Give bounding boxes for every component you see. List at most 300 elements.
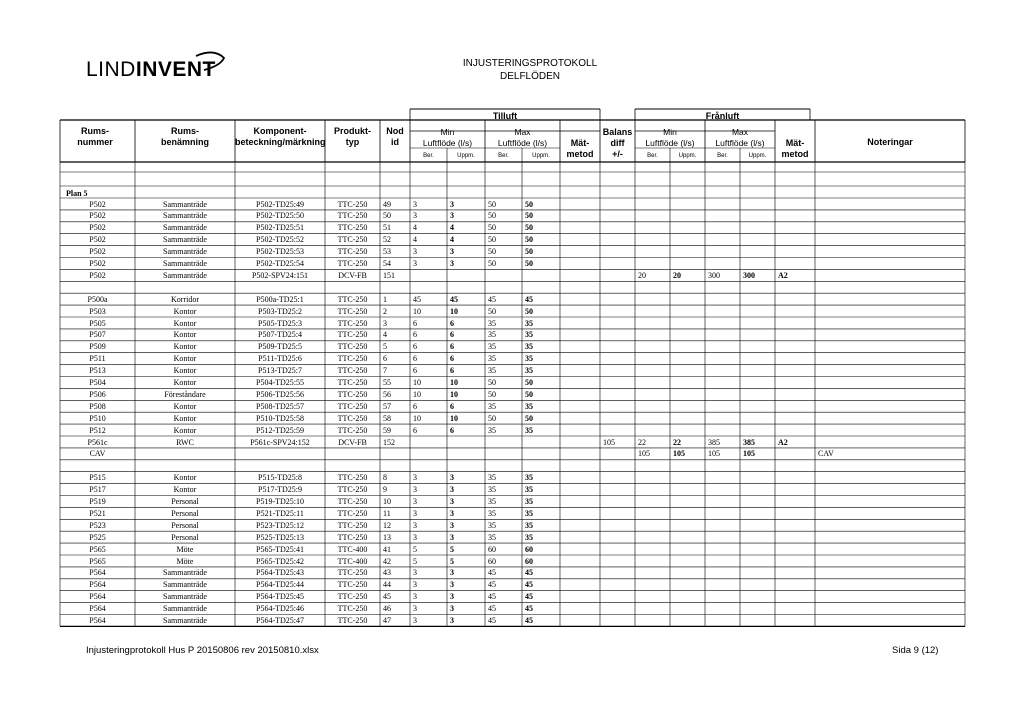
component-cell: P512-TD25:59 <box>256 425 304 435</box>
supply-max-calc-cell: 50 <box>488 223 496 233</box>
supply-max-measured-cell: 50 <box>525 259 533 268</box>
exhaust-max-calc-cell: 105 <box>708 449 720 459</box>
room-number-cell: P565 <box>89 544 106 554</box>
header-ber: Ber. <box>498 153 509 159</box>
room-name-cell: Korridor <box>171 294 199 304</box>
room-number-cell: P515 <box>89 473 106 483</box>
node-id-cell: 44 <box>383 580 391 590</box>
exhaust-method-cell: A2 <box>778 437 788 447</box>
exhaust-min-measured-cell: 20 <box>673 270 681 280</box>
supply-max-calc-cell: 35 <box>488 425 496 435</box>
header-franluft-min-luftflode: Luftflöde (l/s) <box>645 138 695 148</box>
supply-min-calc-cell: 3 <box>413 259 417 268</box>
node-id-cell: 10 <box>383 497 391 506</box>
header-franluft-matmetod: Mät- metod <box>781 138 809 159</box>
supply-min-measured-cell: 3 <box>450 508 454 518</box>
component-cell: P505-TD25:3 <box>258 318 302 328</box>
supply-max-measured-cell: 45 <box>525 568 533 578</box>
logo-part1: LIND <box>86 58 136 81</box>
supply-min-measured-cell: 3 <box>450 259 454 268</box>
exhaust-max-measured-cell: 300 <box>743 270 755 280</box>
room-name-cell: Kontor <box>173 366 197 376</box>
node-id-cell: 57 <box>383 401 391 411</box>
product-type-cell: DCV-FB <box>338 270 367 280</box>
component-cell: P561c-SPV24:152 <box>250 437 310 447</box>
supply-max-measured-cell: 50 <box>525 378 533 387</box>
product-type-cell: TTC-250 <box>337 604 368 614</box>
component-cell: P511-TD25:6 <box>258 354 302 364</box>
product-type-cell: TTC-250 <box>337 580 368 590</box>
supply-max-measured-cell: 50 <box>525 235 533 245</box>
component-cell: P502-TD25:50 <box>256 211 304 221</box>
supply-min-calc-cell: 6 <box>413 342 417 352</box>
title-line2: DELFLÖDEN <box>499 71 560 82</box>
supply-min-measured-cell: 3 <box>450 568 454 578</box>
exhaust-max-calc-cell: 300 <box>708 270 720 280</box>
component-cell: P509-TD25:5 <box>258 342 302 352</box>
supply-min-calc-cell: 3 <box>413 520 417 530</box>
supply-min-calc-cell: 10 <box>413 389 421 399</box>
supply-max-calc-cell: 60 <box>488 544 496 554</box>
supply-min-measured-cell: 3 <box>450 497 454 506</box>
supply-max-calc-cell: 35 <box>488 532 496 542</box>
supply-max-measured-cell: 60 <box>525 544 533 554</box>
node-id-cell: 1 <box>383 294 387 304</box>
component-cell: P502-TD25:49 <box>256 199 304 209</box>
supply-min-measured-cell: 45 <box>450 294 458 304</box>
room-number-cell: P502 <box>89 270 106 280</box>
room-name-cell: Kontor <box>173 354 197 364</box>
header-tilluft-min-luftflode: Luftflöde (l/s) <box>422 138 473 148</box>
supply-min-measured-cell: 6 <box>450 342 454 352</box>
room-name-cell: Möte <box>176 556 194 566</box>
component-cell: P521-TD25:11 <box>256 508 304 518</box>
room-name-cell: Kontor <box>173 318 197 328</box>
node-id-cell: 59 <box>383 425 391 435</box>
node-id-cell: 53 <box>383 247 391 257</box>
header-tilluft-max: Max <box>514 127 531 137</box>
supply-max-calc-cell: 45 <box>488 580 496 590</box>
supply-min-calc-cell: 3 <box>413 532 417 542</box>
component-cell: P525-TD25:13 <box>256 532 304 542</box>
room-name-cell: Sammanträde <box>163 604 207 614</box>
supply-min-measured-cell: 3 <box>450 592 454 602</box>
supply-max-measured-cell: 35 <box>525 508 533 518</box>
supply-max-measured-cell: 35 <box>525 366 533 376</box>
supply-min-measured-cell: 3 <box>450 199 454 209</box>
room-number-cell: P502 <box>89 235 106 245</box>
node-id-cell: 51 <box>383 223 391 233</box>
room-name-cell: Sammanträde <box>163 223 207 233</box>
node-id-cell: 43 <box>383 568 391 578</box>
node-id-cell: 3 <box>383 318 387 328</box>
supply-min-calc-cell: 10 <box>413 306 421 316</box>
supply-min-calc-cell: 6 <box>413 318 417 328</box>
room-number-cell: P564 <box>89 592 106 602</box>
supply-min-calc-cell: 3 <box>413 568 417 578</box>
supply-max-calc-cell: 60 <box>488 556 496 566</box>
product-type-cell: TTC-250 <box>337 366 368 376</box>
room-number-cell: P502 <box>89 199 106 209</box>
component-cell: P565-TD25:41 <box>256 544 304 554</box>
node-id-cell: 46 <box>383 604 391 614</box>
supply-max-calc-cell: 50 <box>488 389 496 399</box>
supply-min-calc-cell: 4 <box>413 223 417 233</box>
supply-min-measured-cell: 3 <box>450 473 454 483</box>
header-uppm: Uppm. <box>748 153 767 159</box>
node-id-cell: 2 <box>383 306 387 316</box>
product-type-cell: TTC-250 <box>337 401 368 411</box>
product-type-cell: TTC-250 <box>337 425 368 435</box>
component-cell: P564-TD25:47 <box>256 616 304 625</box>
supply-max-measured-cell: 35 <box>525 425 533 435</box>
node-id-cell: 11 <box>383 508 391 518</box>
supply-min-measured-cell: 6 <box>450 318 454 328</box>
product-type-cell: DCV-FB <box>338 437 367 447</box>
room-name-cell: Kontor <box>173 342 197 352</box>
supply-min-measured-cell: 3 <box>450 616 454 625</box>
product-type-cell: TTC-250 <box>337 520 368 530</box>
supply-min-measured-cell: 3 <box>450 247 454 257</box>
room-number-cell: P564 <box>89 604 106 614</box>
node-id-cell: 6 <box>383 354 387 364</box>
room-number-cell: CAV <box>89 449 106 459</box>
header-tilluft-matmetod: Mät- metod <box>566 138 594 159</box>
header-uppm: Uppm. <box>532 153 550 159</box>
room-name-cell: Sammanträde <box>163 259 207 268</box>
supply-min-calc-cell: 3 <box>413 592 417 602</box>
product-type-cell: TTC-250 <box>337 616 368 625</box>
node-id-cell: 45 <box>383 592 391 602</box>
product-type-cell: TTC-250 <box>337 497 368 506</box>
supply-max-calc-cell: 35 <box>488 366 496 376</box>
supply-max-calc-cell: 35 <box>488 520 496 530</box>
component-cell: P504-TD25:55 <box>256 378 304 387</box>
component-cell: P500a-TD25:1 <box>256 294 304 304</box>
room-number-cell: P564 <box>89 580 106 590</box>
plan-label: Plan 5 <box>66 189 88 198</box>
header-franluft-max-luftflode: Luftflöde (l/s) <box>715 138 765 148</box>
supply-min-calc-cell: 10 <box>413 413 421 423</box>
supply-min-measured-cell: 3 <box>450 532 454 542</box>
supply-max-calc-cell: 35 <box>488 342 496 352</box>
room-number-cell: P513 <box>89 366 106 376</box>
product-type-cell: TTC-250 <box>337 223 368 233</box>
component-cell: P565-TD25:42 <box>256 556 304 566</box>
room-number-cell: P506 <box>89 389 106 399</box>
room-name-cell: Personal <box>171 532 199 542</box>
product-type-cell: TTC-250 <box>337 485 368 495</box>
component-cell: P510-TD25:58 <box>256 413 304 423</box>
supply-max-measured-cell: 50 <box>525 413 533 423</box>
supply-max-calc-cell: 35 <box>488 354 496 364</box>
room-name-cell: Sammanträde <box>163 235 207 245</box>
supply-min-measured-cell: 4 <box>450 223 454 233</box>
room-name-cell: RWC <box>176 437 194 447</box>
supply-min-calc-cell: 3 <box>413 497 417 506</box>
node-id-cell: 152 <box>383 437 395 447</box>
supply-max-calc-cell: 45 <box>488 294 496 304</box>
supply-max-measured-cell: 35 <box>525 354 533 364</box>
component-cell: P564-TD25:46 <box>256 604 304 614</box>
supply-max-calc-cell: 35 <box>488 473 496 483</box>
supply-min-calc-cell: 3 <box>413 485 417 495</box>
supply-max-measured-cell: 50 <box>525 247 533 257</box>
component-cell: P564-TD25:43 <box>256 568 304 578</box>
room-number-cell: P509 <box>89 342 106 352</box>
node-id-cell: 50 <box>383 211 391 221</box>
node-id-cell: 151 <box>383 270 395 280</box>
room-name-cell: Kontor <box>173 425 197 435</box>
supply-max-measured-cell: 45 <box>525 604 533 614</box>
room-number-cell: P564 <box>89 568 106 578</box>
exhaust-min-calc-cell: 22 <box>638 437 646 447</box>
room-name-cell: Personal <box>171 508 199 518</box>
product-type-cell: TTC-250 <box>337 306 368 316</box>
component-cell: P508-TD25:57 <box>256 401 304 411</box>
product-type-cell: TTC-250 <box>337 294 368 304</box>
supply-max-calc-cell: 35 <box>488 497 496 506</box>
supply-max-calc-cell: 45 <box>488 568 496 578</box>
exhaust-min-calc-cell: 20 <box>638 270 646 280</box>
supply-min-measured-cell: 10 <box>450 378 458 387</box>
logo-part2: INVENT <box>135 58 216 81</box>
supply-min-measured-cell: 6 <box>450 330 454 340</box>
supply-min-measured-cell: 5 <box>450 556 454 566</box>
room-number-cell: P502 <box>89 247 106 257</box>
supply-max-measured-cell: 35 <box>525 532 533 542</box>
room-number-cell: P510 <box>89 413 106 423</box>
room-name-cell: Kontor <box>173 401 197 411</box>
supply-max-measured-cell: 50 <box>525 306 533 316</box>
supply-max-measured-cell: 60 <box>525 556 533 566</box>
component-cell: P506-TD25:56 <box>256 389 304 399</box>
room-name-cell: Kontor <box>173 485 197 495</box>
exhaust-min-calc-cell: 105 <box>638 449 650 459</box>
header-uppm: Uppm. <box>678 153 697 159</box>
supply-min-calc-cell: 3 <box>413 473 417 483</box>
supply-min-measured-cell: 6 <box>450 366 454 376</box>
balance-diff-cell: 105 <box>603 437 615 447</box>
component-cell: P564-TD25:44 <box>256 580 304 590</box>
product-type-cell: TTC-250 <box>337 342 368 352</box>
supply-min-measured-cell: 3 <box>450 580 454 590</box>
room-number-cell: P503 <box>89 306 106 316</box>
room-number-cell: P521 <box>89 508 106 518</box>
node-id-cell: 47 <box>383 616 391 625</box>
supply-max-calc-cell: 50 <box>488 378 496 387</box>
supply-min-measured-cell: 6 <box>450 425 454 435</box>
header-noteringar: Noteringar <box>867 137 913 147</box>
room-name-cell: Sammanträde <box>163 211 207 221</box>
supply-min-calc-cell: 3 <box>413 508 417 518</box>
node-id-cell: 55 <box>383 378 391 387</box>
room-name-cell: Kontor <box>173 473 197 483</box>
node-id-cell: 4 <box>383 330 387 340</box>
supply-max-calc-cell: 50 <box>488 306 496 316</box>
supply-max-calc-cell: 35 <box>488 401 496 411</box>
supply-max-measured-cell: 45 <box>525 294 533 304</box>
room-name-cell: Sammanträde <box>163 580 207 590</box>
supply-max-calc-cell: 50 <box>488 199 496 209</box>
room-number-cell: P507 <box>89 330 106 340</box>
node-id-cell: 12 <box>383 520 391 530</box>
room-name-cell: Kontor <box>173 306 197 316</box>
node-id-cell: 42 <box>383 556 391 566</box>
header-ber: Ber. <box>647 153 658 159</box>
supply-min-measured-cell: 6 <box>450 354 454 364</box>
supply-min-calc-cell: 3 <box>413 247 417 257</box>
node-id-cell: 49 <box>383 199 391 209</box>
note-cell: CAV <box>818 449 834 459</box>
header-tilluft: Tilluft <box>492 111 518 121</box>
product-type-cell: TTC-250 <box>337 413 368 423</box>
supply-min-calc-cell: 6 <box>413 425 417 435</box>
component-cell: P502-SPV24:151 <box>251 270 308 280</box>
room-name-cell: Kontor <box>173 378 197 387</box>
room-name-cell: Sammanträde <box>163 616 207 625</box>
node-id-cell: 9 <box>383 485 387 495</box>
supply-max-measured-cell: 50 <box>525 199 533 209</box>
supply-min-measured-cell: 3 <box>450 485 454 495</box>
supply-max-measured-cell: 45 <box>525 580 533 590</box>
header-produkttyp: Produkt- typ <box>334 126 371 147</box>
supply-max-measured-cell: 50 <box>525 389 533 399</box>
header-nod: Nod id <box>386 126 404 147</box>
supply-max-calc-cell: 45 <box>488 604 496 614</box>
room-number-cell: P502 <box>89 259 106 268</box>
supply-max-calc-cell: 45 <box>488 592 496 602</box>
supply-min-calc-cell: 3 <box>413 580 417 590</box>
room-name-cell: Möte <box>176 544 194 554</box>
header-franluft-min: Min <box>663 127 677 137</box>
room-number-cell: P565 <box>89 556 106 566</box>
supply-min-calc-cell: 10 <box>413 378 421 387</box>
room-name-cell: Kontor <box>173 330 197 340</box>
room-name-cell: Personal <box>171 520 199 530</box>
header-ber: Ber. <box>717 153 728 159</box>
footer-page: Sida 9 (12) <box>892 645 939 656</box>
node-id-cell: 41 <box>383 544 391 554</box>
room-number-cell: P502 <box>89 211 106 221</box>
exhaust-min-measured-cell: 105 <box>673 449 685 459</box>
supply-max-measured-cell: 35 <box>525 473 533 483</box>
supply-min-measured-cell: 10 <box>450 306 458 316</box>
supply-min-calc-cell: 6 <box>413 354 417 364</box>
node-id-cell: 54 <box>383 259 391 268</box>
product-type-cell: TTC-400 <box>337 544 368 554</box>
supply-max-measured-cell: 50 <box>525 223 533 233</box>
product-type-cell: TTC-250 <box>337 199 368 209</box>
header-franluft: Frånluft <box>705 111 740 121</box>
supply-max-measured-cell: 35 <box>525 401 533 411</box>
product-type-cell: TTC-250 <box>337 259 368 268</box>
product-type-cell: TTC-250 <box>337 354 368 364</box>
header-tilluft-max-luftflode: Luftflöde (l/s) <box>497 138 548 148</box>
product-type-cell: TTC-400 <box>337 556 368 566</box>
supply-min-calc-cell: 3 <box>413 604 417 614</box>
node-id-cell: 56 <box>383 389 391 399</box>
room-number-cell: P519 <box>89 497 106 506</box>
supply-max-measured-cell: 50 <box>525 211 533 221</box>
node-id-cell: 8 <box>383 473 387 483</box>
header-tilluft-min: Min <box>440 127 455 137</box>
node-id-cell: 5 <box>383 342 387 352</box>
supply-max-measured-cell: 45 <box>525 592 533 602</box>
exhaust-min-measured-cell: 22 <box>673 437 681 447</box>
room-name-cell: Sammanträde <box>163 199 207 209</box>
supply-max-measured-cell: 35 <box>525 318 533 328</box>
supply-min-measured-cell: 6 <box>450 401 454 411</box>
supply-min-measured-cell: 3 <box>450 520 454 530</box>
header-rumsbenamning: Rums- benämning <box>160 126 209 147</box>
product-type-cell: TTC-250 <box>337 211 368 221</box>
supply-min-measured-cell: 10 <box>450 413 458 423</box>
room-name-cell: Personal <box>171 497 199 506</box>
room-name-cell: Sammanträde <box>163 568 207 578</box>
supply-max-calc-cell: 50 <box>488 235 496 245</box>
product-type-cell: TTC-250 <box>337 330 368 340</box>
product-type-cell: TTC-250 <box>337 389 368 399</box>
product-type-cell: TTC-250 <box>337 568 368 578</box>
product-type-cell: TTC-250 <box>337 473 368 483</box>
supply-max-measured-cell: 35 <box>525 485 533 495</box>
supply-min-measured-cell: 4 <box>450 235 454 245</box>
room-number-cell: P525 <box>89 532 106 542</box>
room-number-cell: P512 <box>89 425 106 435</box>
component-cell: P507-TD25:4 <box>258 330 302 340</box>
header-rumsnummer: Rums- nummer <box>77 126 113 147</box>
component-cell: P564-TD25:45 <box>256 592 304 602</box>
supply-min-calc-cell: 5 <box>413 556 417 566</box>
supply-max-calc-cell: 50 <box>488 247 496 257</box>
supply-max-calc-cell: 45 <box>488 616 496 625</box>
supply-min-calc-cell: 5 <box>413 544 417 554</box>
component-cell: P502-TD25:54 <box>256 259 304 268</box>
room-number-cell: P502 <box>89 223 106 233</box>
component-cell: P515-TD25:8 <box>258 473 302 483</box>
exhaust-max-measured-cell: 385 <box>743 437 755 447</box>
room-number-cell: P505 <box>89 318 106 328</box>
supply-min-calc-cell: 6 <box>413 330 417 340</box>
supply-max-calc-cell: 50 <box>488 211 496 221</box>
exhaust-max-calc-cell: 385 <box>708 437 720 447</box>
room-number-cell: P523 <box>89 520 106 530</box>
room-number-cell: P561c <box>87 437 108 447</box>
component-cell: P517-TD25:9 <box>258 485 302 495</box>
supply-min-calc-cell: 45 <box>413 294 421 304</box>
supply-max-calc-cell: 50 <box>488 413 496 423</box>
header-balans: Balans diff +/- <box>602 127 633 159</box>
node-id-cell: 52 <box>383 235 391 245</box>
room-name-cell: Kontor <box>173 413 197 423</box>
component-cell: P502-TD25:53 <box>256 247 304 257</box>
supply-max-measured-cell: 35 <box>525 330 533 340</box>
room-name-cell: Föreståndare <box>164 389 206 399</box>
supply-min-measured-cell: 5 <box>450 544 454 554</box>
product-type-cell: TTC-250 <box>337 318 368 328</box>
component-cell: P513-TD25:7 <box>258 366 302 376</box>
supply-max-calc-cell: 35 <box>488 330 496 340</box>
node-id-cell: 58 <box>383 413 391 423</box>
component-cell: P519-TD25:10 <box>256 497 304 506</box>
supply-max-calc-cell: 35 <box>488 485 496 495</box>
supply-max-measured-cell: 35 <box>525 520 533 530</box>
component-cell: P523-TD25:12 <box>256 520 304 530</box>
header-franluft-max: Max <box>731 127 749 137</box>
supply-min-calc-cell: 6 <box>413 366 417 376</box>
room-number-cell: P508 <box>89 401 106 411</box>
